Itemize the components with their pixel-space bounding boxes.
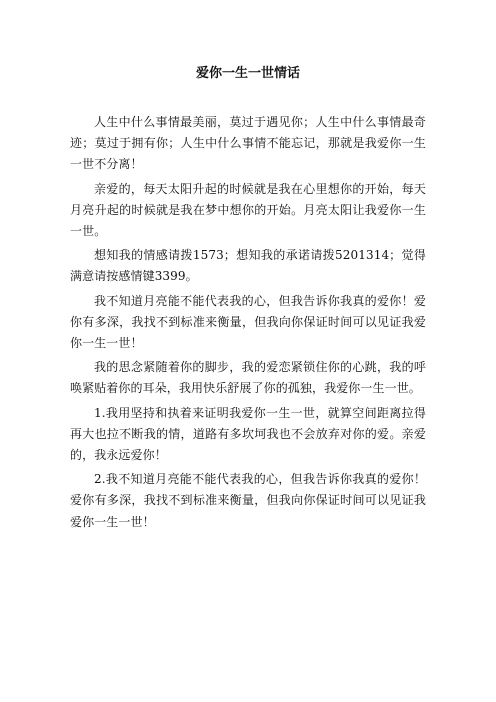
paragraph: 我不知道月亮能不能代表我的心，但我告诉你我真的爱你！爱你有多深，我找不到标准来衡量，但我向你保证时间可以见证我爱你一生一世！ <box>70 293 426 351</box>
paragraph: 亲爱的，每天太阳升起的时候就是我在心里想你的开始，每天月亮升起的时候就是我在梦中想你的开始。月亮太阳让我爱你一生一世。 <box>70 181 426 239</box>
document-body <box>70 112 426 536</box>
paragraph: 人生中什么事情最美丽，莫过于遇见你；人生中什么事情最奇迹；莫过于拥有你；人生中什么事情不能忘记，那就是我爱你一生一世不分离！ <box>70 115 426 172</box>
document-title: 爱你一生一世情话 <box>195 66 300 81</box>
paragraph: 想知我的情感请拨1573；想知我的承诺请拨5201314；觉得满意请按感情键3399。 <box>70 248 426 284</box>
paragraph: 我的思念紧随着你的脚步，我的爱恋紧锁住你的心跳，我的呼唤紧贴着你的耳朵，我用快乐舒展了你的孤独，我爱你一生一世。 <box>70 360 426 396</box>
paragraph: 2.我不知道月亮能不能代表我的心，但我告诉你我真的爱你！爱你有多深，我找不到标准来衡量，但我向你保证时间可以见证我爱你一生一世！ <box>70 472 426 529</box>
paragraph: 1.我用坚持和执着来证明我爱你一生一世，就算空间距离拉得再大也拉不断我的情，道路有多坎坷我也不会放弃对你的爱。亲爱的，我永远爱你！ <box>70 405 426 463</box>
